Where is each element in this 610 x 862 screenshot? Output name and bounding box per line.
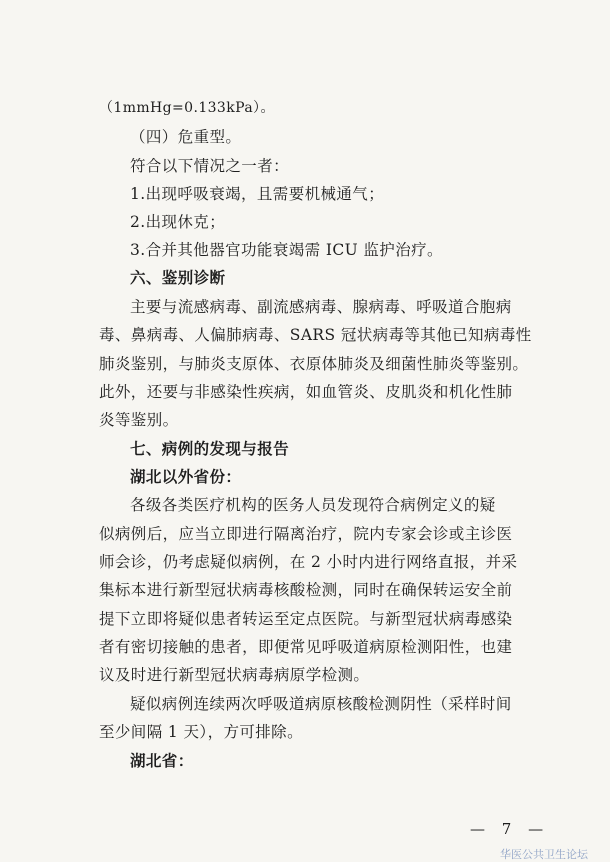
section-subheading: （四）危重型。 — [130, 128, 242, 146]
page-number: — 7 — — [470, 820, 550, 838]
text-line: 似病例后，应当立即进行隔离治疗，院内专家会诊或主诊医 — [99, 525, 513, 543]
text-line: 者有密切接触的患者，即便常见呼吸道病原检测阳性，也建 — [99, 638, 513, 656]
text-line: 肺炎鉴别，与肺炎支原体、衣原体肺炎及细菌性肺炎等鉴别。 — [99, 355, 529, 373]
list-item: 1.出现呼吸衰竭，且需要机械通气； — [130, 185, 385, 203]
text-line: 疑似病例连续两次呼吸道病原核酸检测阴性（采样时间 — [130, 695, 512, 713]
text-line: 各级各类医疗机构的医务人员发现符合病例定义的疑 — [130, 496, 496, 514]
text-line: 主要与流感病毒、副流感病毒、腺病毒、呼吸道合胞病 — [130, 298, 512, 316]
text-line: 炎等鉴别。 — [99, 411, 179, 429]
section-heading: 七、病例的发现与报告 — [130, 440, 290, 458]
section-heading: 六、鉴别诊断 — [130, 269, 226, 287]
region-heading: 湖北省： — [130, 752, 194, 770]
list-item: 3.合并其他器官功能衰竭需 ICU 监护治疗。 — [130, 241, 443, 259]
text-line: （1mmHg=0.133kPa）。 — [99, 100, 275, 116]
text-line: 集标本进行新型冠状病毒核酸检测，同时在确保转运安全前 — [99, 581, 513, 599]
watermark: 华医公共卫生论坛 — [500, 848, 588, 861]
text-line: 师会诊，仍考虑疑似病例，在 2 小时内进行网络直报，并采 — [99, 553, 518, 571]
text-line: 毒、鼻病毒、人偏肺病毒、SARS 冠状病毒等其他已知病毒性 — [99, 326, 532, 344]
list-item: 2.出现休克； — [130, 213, 226, 231]
text-line: 议及时进行新型冠状病毒病原学检测。 — [99, 666, 370, 684]
text-line: 至少间隔 1 天），方可排除。 — [99, 723, 303, 741]
text-line: 符合以下情况之一者： — [130, 157, 290, 175]
text-line: 提下立即将疑似患者转运至定点医院。与新型冠状病毒感染 — [99, 610, 513, 628]
region-heading: 湖北以外省份： — [130, 468, 242, 486]
text-line: 此外，还要与非感染性疾病，如血管炎、皮肌炎和机化性肺 — [99, 383, 513, 401]
